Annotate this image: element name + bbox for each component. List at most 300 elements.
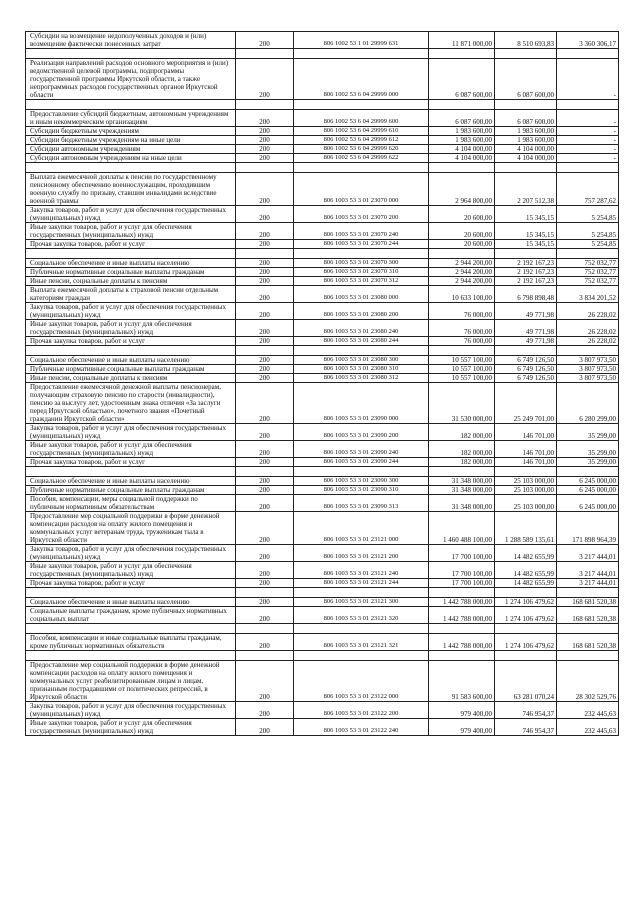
table-row	[26, 154, 619, 163]
row-rest: 5 254,85	[557, 223, 619, 240]
row-plan	[429, 163, 495, 173]
row-name: Закупка товаров, работ и услуг для обеспечения государственных (муниципальных) нужд	[26, 424, 236, 441]
row-code: 806 1002 53 6 04 29999 612	[294, 136, 429, 145]
row-plan	[429, 346, 495, 356]
row-plan: 2 964 800,00	[429, 173, 495, 206]
row-plan: 182 000,00	[429, 458, 495, 467]
row-rest: -	[557, 136, 619, 145]
row-plan	[429, 49, 495, 59]
row-name: Иные закупки товаров, работ и услуг для обеспечения государственных (муниципальных) нужд	[26, 441, 236, 458]
blank-row	[26, 467, 619, 477]
table-row	[26, 562, 619, 579]
row-code: 806 1003 53 3 01 23121 244	[294, 579, 429, 588]
row-plan: 17 700 100,00	[429, 579, 495, 588]
row-plan: 4 104 000,00	[429, 145, 495, 154]
row-code: 806 1003 53 3 01 23080 244	[294, 337, 429, 346]
row-plan: 31 530 000,00	[429, 383, 495, 424]
row-plan: 10 557 100,00	[429, 365, 495, 374]
row-rest	[557, 49, 619, 59]
row-fact: 2 192 167,23	[495, 268, 557, 277]
table-row	[26, 356, 619, 365]
table-row	[26, 441, 619, 458]
row-name: Закупка товаров, работ и услуг для обеспечения государственных (муниципальных) нужд	[26, 303, 236, 320]
budget-table-body	[26, 32, 619, 736]
row-name: Социальные выплаты гражданам, кроме публичных нормативных социальных выплат	[26, 607, 236, 624]
row-code: 806 1003 53 3 01 23122 000	[294, 661, 429, 702]
row-rest: 752 032,77	[557, 268, 619, 277]
row-rest	[557, 163, 619, 173]
row-name: Публичные нормативные социальные выплаты гражданам	[26, 268, 236, 277]
row-plan: 2 944 200,00	[429, 277, 495, 286]
row-plan	[429, 651, 495, 661]
row-fact: 1 274 106 479,62	[495, 607, 557, 624]
row-kvr: 200	[236, 240, 294, 249]
row-name: Выплата ежемесячной доплаты к страховой пенсии отдельным категориям граждан	[26, 286, 236, 303]
row-rest: 3 217 444,01	[557, 579, 619, 588]
row-name: Иные закупки товаров, работ и услуг для обеспечения государственных (муниципальных) нужд	[26, 719, 236, 736]
row-name: Прочая закупка товаров, работ и услуг	[26, 458, 236, 467]
table-row	[26, 286, 619, 303]
row-name: Предоставление мер социальной поддержки в форме денежной компенсации расходов на оплату жилого помещения и коммунальных услуг ветеранам труда, труженикам тыла в Иркутской области	[26, 512, 236, 545]
table-row	[26, 374, 619, 383]
row-code: 806 1003 53 3 01 23070 244	[294, 240, 429, 249]
row-code: 806 1003 53 3 01 23080 000	[294, 286, 429, 303]
row-plan: 1 442 788 000,00	[429, 598, 495, 607]
row-rest	[557, 588, 619, 598]
row-kvr: 200	[236, 173, 294, 206]
row-code: 806 1003 53 3 01 23090 310	[294, 486, 429, 495]
row-rest: 168 681 520,38	[557, 598, 619, 607]
table-row	[26, 337, 619, 346]
row-name: Иные закупки товаров, работ и услуг для обеспечения государственных (муниципальных) нужд	[26, 562, 236, 579]
row-code	[294, 467, 429, 477]
row-code: 806 1003 53 3 01 23090 313	[294, 495, 429, 512]
row-kvr: 200	[236, 424, 294, 441]
row-rest: 3 807 973,50	[557, 356, 619, 365]
row-rest: -	[557, 127, 619, 136]
row-fact	[495, 651, 557, 661]
row-code: 806 1003 53 3 01 23080 312	[294, 374, 429, 383]
row-fact: 4 104 000,00	[495, 145, 557, 154]
row-rest: -	[557, 110, 619, 127]
row-kvr: 200	[236, 32, 294, 49]
blank-row	[26, 249, 619, 259]
row-name	[26, 651, 236, 661]
row-kvr: 200	[236, 320, 294, 337]
row-code	[294, 49, 429, 59]
blank-row	[26, 163, 619, 173]
table-row	[26, 277, 619, 286]
table-row	[26, 477, 619, 486]
row-name: Пособия, компенсации и иные социальные выплаты гражданам, кроме публичных нормативных обязательств	[26, 634, 236, 651]
row-fact: 1 288 589 135,61	[495, 512, 557, 545]
row-code: 806 1003 53 3 01 23070 000	[294, 173, 429, 206]
row-fact: 146 701,00	[495, 441, 557, 458]
row-code	[294, 588, 429, 598]
row-fact: 49 771,98	[495, 303, 557, 320]
table-row	[26, 383, 619, 424]
row-rest: 6 280 299,00	[557, 383, 619, 424]
row-plan	[429, 249, 495, 259]
row-fact: 1 274 106 479,62	[495, 598, 557, 607]
row-code	[294, 651, 429, 661]
row-name: Выплата ежемесячной доплаты к пенсии по государственному пенсионному обеспечению военнослужащим, проходившим военную службу по призыву, ставшим инвалидами вследствие военной травмы	[26, 173, 236, 206]
row-rest: 757 287,62	[557, 173, 619, 206]
row-code: 806 1003 53 3 01 23080 200	[294, 303, 429, 320]
table-row	[26, 127, 619, 136]
row-rest	[557, 249, 619, 259]
row-fact	[495, 624, 557, 634]
table-row	[26, 173, 619, 206]
row-plan: 11 871 000,00	[429, 32, 495, 49]
row-code: 806 1003 53 3 01 23121 240	[294, 562, 429, 579]
row-kvr	[236, 467, 294, 477]
row-name: Социальное обеспечение и иные выплаты населению	[26, 259, 236, 268]
row-plan: 20 600,00	[429, 240, 495, 249]
row-plan: 10 633 100,00	[429, 286, 495, 303]
row-kvr	[236, 163, 294, 173]
row-code: 806 1003 53 3 01 23070 240	[294, 223, 429, 240]
row-fact: 1 983 600,00	[495, 127, 557, 136]
table-row	[26, 495, 619, 512]
row-rest: 28 302 529,76	[557, 661, 619, 702]
row-name: Прочая закупка товаров, работ и услуг	[26, 337, 236, 346]
row-code: 806 1002 53 6 04 29999 600	[294, 110, 429, 127]
row-code: 806 1003 53 3 01 23090 200	[294, 424, 429, 441]
row-kvr: 200	[236, 365, 294, 374]
row-plan: 76 000,00	[429, 303, 495, 320]
row-fact: 6 087 600,00	[495, 59, 557, 100]
row-fact: 6 798 898,48	[495, 286, 557, 303]
row-kvr: 200	[236, 223, 294, 240]
row-fact: 15 345,15	[495, 206, 557, 223]
row-rest: -	[557, 59, 619, 100]
row-rest	[557, 651, 619, 661]
table-row	[26, 32, 619, 49]
row-plan: 17 700 100,00	[429, 562, 495, 579]
row-name: Социальное обеспечение и иные выплаты населению	[26, 356, 236, 365]
row-plan: 1 442 788 000,00	[429, 634, 495, 651]
table-row	[26, 223, 619, 240]
row-kvr: 200	[236, 486, 294, 495]
row-code: 806 1003 53 3 01 23122 200	[294, 702, 429, 719]
row-plan: 31 348 000,00	[429, 486, 495, 495]
row-code: 806 1002 53 1 01 29999 631	[294, 32, 429, 49]
row-kvr: 200	[236, 441, 294, 458]
row-name: Публичные нормативные социальные выплаты гражданам	[26, 365, 236, 374]
table-row	[26, 661, 619, 702]
row-plan: 10 557 100,00	[429, 356, 495, 365]
row-kvr: 200	[236, 145, 294, 154]
row-fact: 2 207 512,38	[495, 173, 557, 206]
row-name: Иные закупки товаров, работ и услуг для обеспечения государственных (муниципальных) нужд	[26, 223, 236, 240]
row-name	[26, 49, 236, 59]
row-code: 806 1003 53 3 01 23070 310	[294, 268, 429, 277]
row-code: 806 1003 53 3 01 23080 300	[294, 356, 429, 365]
row-plan: 76 000,00	[429, 337, 495, 346]
row-fact: 146 701,00	[495, 458, 557, 467]
row-rest: 35 299,00	[557, 458, 619, 467]
row-rest: 171 898 964,39	[557, 512, 619, 545]
table-row	[26, 365, 619, 374]
row-plan: 1 983 600,00	[429, 136, 495, 145]
row-kvr	[236, 100, 294, 110]
row-code: 806 1003 53 3 01 23121 300	[294, 598, 429, 607]
row-rest	[557, 467, 619, 477]
row-kvr	[236, 49, 294, 59]
row-kvr: 200	[236, 661, 294, 702]
row-kvr: 200	[236, 127, 294, 136]
table-row	[26, 458, 619, 467]
table-row	[26, 268, 619, 277]
row-kvr: 200	[236, 136, 294, 145]
row-code	[294, 163, 429, 173]
row-fact: 14 482 655,99	[495, 579, 557, 588]
row-fact: 2 192 167,23	[495, 277, 557, 286]
row-kvr: 200	[236, 374, 294, 383]
row-code: 806 1003 53 3 01 23090 000	[294, 383, 429, 424]
row-kvr: 200	[236, 634, 294, 651]
row-kvr: 200	[236, 598, 294, 607]
row-fact: 63 281 070,24	[495, 661, 557, 702]
row-fact: 25 103 000,00	[495, 486, 557, 495]
row-kvr	[236, 651, 294, 661]
row-fact	[495, 249, 557, 259]
row-name: Иные закупки товаров, работ и услуг для обеспечения государственных (муниципальных) нужд	[26, 320, 236, 337]
row-name: Предоставление мер социальной поддержки в форме денежной компенсации расходов на оплату жилого помещения и коммунальных услуг реабилитированным лицам и лицам, признанным пострадавшими от политических репрессий, в Иркутской области	[26, 661, 236, 702]
row-code: 806 1003 53 3 01 23070 312	[294, 277, 429, 286]
row-name: Прочая закупка товаров, работ и услуг	[26, 579, 236, 588]
row-code: 806 1003 53 3 01 23090 300	[294, 477, 429, 486]
row-name	[26, 624, 236, 634]
row-fact: 15 345,15	[495, 240, 557, 249]
row-fact: 15 345,15	[495, 223, 557, 240]
row-code: 806 1003 53 3 01 23090 244	[294, 458, 429, 467]
row-plan: 76 000,00	[429, 320, 495, 337]
row-name: Публичные нормативные социальные выплаты гражданам	[26, 486, 236, 495]
row-rest: 35 299,00	[557, 424, 619, 441]
row-kvr: 200	[236, 458, 294, 467]
row-rest: 3 217 444,01	[557, 562, 619, 579]
row-rest: 26 228,02	[557, 320, 619, 337]
row-name	[26, 249, 236, 259]
row-fact: 6 087 600,00	[495, 110, 557, 127]
row-fact: 2 192 167,23	[495, 259, 557, 268]
row-name: Пособия, компенсации, меры социальной поддержки по публичным нормативным обязательствам	[26, 495, 236, 512]
row-name	[26, 588, 236, 598]
row-rest	[557, 346, 619, 356]
table-row	[26, 634, 619, 651]
row-name: Субсидии бюджетным учреждениям на иные цели	[26, 136, 236, 145]
row-fact	[495, 163, 557, 173]
row-kvr: 200	[236, 545, 294, 562]
row-kvr: 200	[236, 477, 294, 486]
row-code: 806 1003 53 3 01 23070 300	[294, 259, 429, 268]
table-row	[26, 607, 619, 624]
row-name: Прочая закупка товаров, работ и услуг	[26, 240, 236, 249]
row-plan	[429, 100, 495, 110]
blank-row	[26, 624, 619, 634]
row-fact: 146 701,00	[495, 424, 557, 441]
row-code: 806 1003 53 3 01 23070 200	[294, 206, 429, 223]
row-name	[26, 163, 236, 173]
table-row	[26, 512, 619, 545]
row-code: 806 1003 53 3 01 23121 000	[294, 512, 429, 545]
row-code: 806 1002 53 6 04 29999 620	[294, 145, 429, 154]
row-code: 806 1003 53 3 01 23121 200	[294, 545, 429, 562]
row-kvr: 200	[236, 562, 294, 579]
row-rest: 35 299,00	[557, 441, 619, 458]
row-fact: 25 103 000,00	[495, 495, 557, 512]
row-kvr: 200	[236, 154, 294, 163]
row-name: Предоставление ежемесячной денежной выплаты пенсионерам, получающим страховую пенсию по старости (инвалидности), пенсию за выслугу лет, удостоенным знака отличия «За заслуги перед Иркутской областью», почетного звания «Почетный гражданин Иркутской области»	[26, 383, 236, 424]
budget-table	[25, 31, 619, 736]
row-name: Социальное обеспечение и иные выплаты населению	[26, 598, 236, 607]
blank-row	[26, 49, 619, 59]
row-fact: 49 771,98	[495, 337, 557, 346]
row-kvr	[236, 249, 294, 259]
row-name: Иные пенсии, социальные доплаты к пенсиям	[26, 277, 236, 286]
row-plan: 182 000,00	[429, 441, 495, 458]
row-kvr: 200	[236, 59, 294, 100]
row-name	[26, 346, 236, 356]
row-name: Субсидии бюджетным учреждениям	[26, 127, 236, 136]
table-row	[26, 303, 619, 320]
row-code: 806 1002 53 6 04 29999 622	[294, 154, 429, 163]
row-fact: 4 104 000,00	[495, 154, 557, 163]
row-rest: 232 445,63	[557, 702, 619, 719]
row-kvr: 200	[236, 356, 294, 365]
row-kvr: 200	[236, 383, 294, 424]
row-fact: 746 954,37	[495, 719, 557, 736]
row-kvr: 200	[236, 110, 294, 127]
row-plan	[429, 467, 495, 477]
row-plan: 10 557 100,00	[429, 374, 495, 383]
row-rest: 6 245 000,00	[557, 486, 619, 495]
row-kvr: 200	[236, 303, 294, 320]
row-name: Субсидии автономным учреждениям на иные цели	[26, 154, 236, 163]
row-code: 806 1002 53 6 04 29999 610	[294, 127, 429, 136]
table-row	[26, 486, 619, 495]
blank-row	[26, 588, 619, 598]
table-row	[26, 206, 619, 223]
row-rest: 752 032,77	[557, 259, 619, 268]
table-row	[26, 259, 619, 268]
row-kvr: 200	[236, 206, 294, 223]
row-rest: -	[557, 154, 619, 163]
table-row	[26, 59, 619, 100]
row-plan: 20 600,00	[429, 206, 495, 223]
row-code: 806 1003 53 3 01 23121 321	[294, 634, 429, 651]
row-fact: 25 249 701,00	[495, 383, 557, 424]
row-name	[26, 467, 236, 477]
row-fact	[495, 588, 557, 598]
table-row	[26, 719, 619, 736]
row-plan: 182 000,00	[429, 424, 495, 441]
row-kvr: 200	[236, 579, 294, 588]
row-kvr: 200	[236, 286, 294, 303]
row-fact: 49 771,98	[495, 320, 557, 337]
table-row	[26, 424, 619, 441]
table-row	[26, 579, 619, 588]
row-rest: 232 445,63	[557, 719, 619, 736]
row-kvr	[236, 588, 294, 598]
row-kvr: 200	[236, 259, 294, 268]
row-plan	[429, 588, 495, 598]
row-rest: 3 360 306,17	[557, 32, 619, 49]
row-rest: 5 254,85	[557, 240, 619, 249]
table-row	[26, 545, 619, 562]
row-name: Закупка товаров, работ и услуг для обеспечения государственных (муниципальных) нужд	[26, 702, 236, 719]
row-code: 806 1003 53 3 01 23122 240	[294, 719, 429, 736]
row-name: Иные пенсии, социальные доплаты к пенсиям	[26, 374, 236, 383]
row-code	[294, 346, 429, 356]
row-kvr: 200	[236, 607, 294, 624]
row-rest: 3 807 973,50	[557, 374, 619, 383]
table-row	[26, 145, 619, 154]
row-plan: 31 348 000,00	[429, 495, 495, 512]
row-kvr	[236, 624, 294, 634]
row-plan: 1 442 788 000,00	[429, 607, 495, 624]
row-name: Предоставление субсидий бюджетным, автономным учреждениям и иным некоммерческим организациям	[26, 110, 236, 127]
row-kvr: 200	[236, 512, 294, 545]
row-code: 806 1002 53 6 04 29999 000	[294, 59, 429, 100]
row-rest: 3 807 973,50	[557, 365, 619, 374]
table-row	[26, 110, 619, 127]
row-plan: 20 600,00	[429, 223, 495, 240]
row-kvr	[236, 346, 294, 356]
row-plan: 979 400,00	[429, 719, 495, 736]
row-fact: 14 482 655,99	[495, 545, 557, 562]
row-rest: -	[557, 145, 619, 154]
row-code: 806 1003 53 3 01 23090 240	[294, 441, 429, 458]
row-code	[294, 100, 429, 110]
row-code: 806 1003 53 3 01 23080 240	[294, 320, 429, 337]
row-plan	[429, 624, 495, 634]
blank-row	[26, 100, 619, 110]
row-plan: 17 700 100,00	[429, 545, 495, 562]
row-plan: 979 400,00	[429, 702, 495, 719]
table-row	[26, 320, 619, 337]
row-fact: 6 749 126,50	[495, 365, 557, 374]
row-kvr: 200	[236, 719, 294, 736]
row-rest: 5 254,85	[557, 206, 619, 223]
row-plan: 4 104 000,00	[429, 154, 495, 163]
row-rest: 168 681 520,38	[557, 607, 619, 624]
row-fact: 1 983 600,00	[495, 136, 557, 145]
row-fact: 8 510 693,83	[495, 32, 557, 49]
row-name: Закупка товаров, работ и услуг для обеспечения государственных (муниципальных) нужд	[26, 545, 236, 562]
row-fact	[495, 49, 557, 59]
blank-row	[26, 346, 619, 356]
row-plan: 91 583 600,00	[429, 661, 495, 702]
row-fact: 14 482 655,99	[495, 562, 557, 579]
table-row	[26, 240, 619, 249]
row-name	[26, 100, 236, 110]
row-plan: 31 348 000,00	[429, 477, 495, 486]
row-plan: 2 944 200,00	[429, 268, 495, 277]
row-fact: 6 749 126,50	[495, 374, 557, 383]
row-fact	[495, 346, 557, 356]
row-rest: 168 681 520,38	[557, 634, 619, 651]
row-fact: 1 274 106 479,62	[495, 634, 557, 651]
row-code: 806 1003 53 3 01 23121 320	[294, 607, 429, 624]
row-plan: 6 087 600,00	[429, 59, 495, 100]
row-kvr: 200	[236, 495, 294, 512]
table-row	[26, 136, 619, 145]
row-rest: 3 834 201,52	[557, 286, 619, 303]
blank-row	[26, 651, 619, 661]
